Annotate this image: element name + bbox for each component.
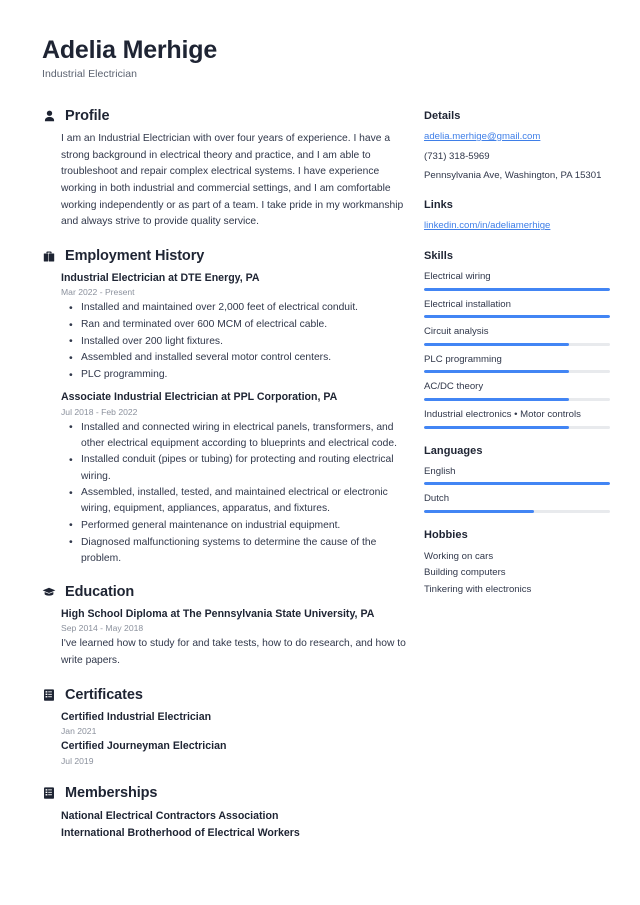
bullet-item: • PLC programming.	[61, 367, 406, 383]
skill-bar-fill	[424, 398, 569, 401]
section-employment-header	[42, 248, 406, 264]
briefcase-icon	[42, 249, 56, 264]
skill-label: Electrical wiring	[424, 271, 491, 283]
skill-bar-track	[424, 288, 610, 291]
address-text: Pennsylvania Ave, Washington, PA 15301	[424, 170, 602, 182]
skill-bar-track	[424, 398, 610, 401]
bullet-item: • Installed and connected wiring in electrical panels, transformers, and other electrical equipment according to blueprints and electrical code.	[61, 420, 406, 452]
hobby-item: Working on cars	[424, 550, 494, 562]
hobby-item: Tinkering with electronics	[424, 583, 532, 595]
language-label: Dutch	[424, 493, 450, 505]
section-education-title: Education	[65, 583, 135, 600]
section-memberships-title: Memberships	[65, 784, 158, 801]
certificate-entry	[61, 739, 406, 765]
membership-icon	[42, 785, 56, 800]
phone-text: (731) 318-5969	[424, 150, 490, 162]
skill-label: Circuit analysis	[424, 326, 489, 338]
skill-bar-fill	[424, 370, 569, 373]
bullet-item: • Assembled and installed several motor control centers.	[61, 350, 406, 366]
education-entry-description: I've learned how to study for and take tests, how to do research, and how to write papers.	[61, 638, 406, 666]
section-certificates-body	[42, 710, 406, 766]
language-bar-fill	[424, 510, 534, 513]
bullet-item: • Installed over 200 light fixtures.	[61, 334, 406, 350]
section-profile-title: Profile	[65, 108, 110, 124]
section-certificates	[42, 687, 406, 766]
section-profile	[42, 108, 406, 231]
hobby-item: Building computers	[424, 567, 506, 579]
section-employment-body	[42, 271, 406, 567]
language-item	[424, 492, 610, 513]
section-education-header	[42, 584, 406, 600]
sidebar-details	[424, 110, 610, 183]
linkedin-link[interactable]: linkedin.com/in/adeliamerhige	[424, 220, 551, 232]
bullet-item: • Assembled, installed, tested, and maintained electrical or electronic wiring, equipment, appliances, apparatus, and fixtures.	[61, 485, 406, 517]
skill-label: PLC programming	[424, 353, 502, 365]
section-certificates-header	[42, 687, 406, 703]
bullet-item: • Installed conduit (pipes or tubing) for protecting and routing electrical wiring.	[61, 452, 406, 484]
membership-entry: National Electrical Contractors Association	[61, 809, 279, 822]
person-icon	[42, 109, 56, 124]
section-certificates-title: Certificates	[65, 686, 143, 703]
skill-item	[424, 325, 610, 346]
certificate-entry	[61, 710, 406, 736]
certificate-entry-date: Jul 2019	[61, 755, 94, 766]
education-entry	[61, 607, 406, 669]
employment-entry-date: Mar 2022 - Present	[61, 287, 135, 298]
sidebar-languages-title: Languages	[424, 444, 483, 457]
skill-bar-track	[424, 315, 610, 318]
section-profile-body	[42, 131, 406, 231]
certificate-entry-title: Certified Journeyman Electrician	[61, 740, 227, 753]
skill-label: Industrial electronics • Motor controls	[424, 409, 581, 421]
candidate-name: Adelia Merhige	[42, 36, 218, 64]
sidebar-hobbies	[424, 529, 610, 599]
sidebar-hobbies-title: Hobbies	[424, 528, 468, 541]
employment-entry-title: Associate Industrial Electrician at PPL Corporation, PA	[61, 391, 338, 404]
bullet-item: • Ran and terminated over 600 MCM of electrical cable.	[61, 317, 406, 333]
employment-entry-bullets	[61, 300, 406, 383]
language-bar-track	[424, 510, 610, 513]
graduation-cap-icon	[42, 584, 56, 599]
skill-bar-fill	[424, 426, 569, 429]
skill-bar-track	[424, 343, 610, 346]
skill-bar-track	[424, 370, 610, 373]
section-education	[42, 584, 406, 669]
education-entry-date: Sep 2014 - May 2018	[61, 623, 144, 634]
employment-entry-bullets	[61, 420, 406, 567]
section-employment-title: Employment History	[65, 248, 205, 265]
sidebar-column	[424, 108, 610, 905]
section-memberships-header	[42, 785, 406, 801]
profile-text: I am an Industrial Electrician with over four years of experience. I have a strong background in electrical theory and practice, and I am able to troubleshoot and repair complex electrical systems. I have experience working in both industrial and commercial settings, and I am comfortable working independently or as part of a team. I take pride in my workmanship and always strive to provide quality service.	[61, 133, 404, 228]
employment-entry-title: Industrial Electrician at DTE Energy, PA	[61, 272, 260, 285]
skill-bar-fill	[424, 343, 569, 346]
skill-item	[424, 270, 610, 291]
resume-columns	[42, 108, 610, 905]
skill-bar-fill	[424, 288, 610, 291]
skill-item	[424, 353, 610, 374]
candidate-job-title: Industrial Electrician	[42, 67, 138, 80]
employment-entry-date: Jul 2018 - Feb 2022	[61, 406, 138, 417]
employment-entry	[61, 271, 406, 383]
sidebar-links	[424, 199, 610, 234]
education-entry-title: High School Diploma at The Pennsylvania State University, PA	[61, 607, 375, 620]
section-memberships-body	[42, 808, 406, 842]
section-education-body	[42, 607, 406, 669]
language-label: English	[424, 465, 456, 477]
skill-bar-track	[424, 426, 610, 429]
sidebar-links-title: Links	[424, 199, 453, 212]
sidebar-details-title: Details	[424, 110, 461, 122]
section-employment	[42, 248, 406, 567]
certificate-entry-title: Certified Industrial Electrician	[61, 710, 212, 723]
bullet-item: • Installed and maintained over 2,000 feet of electrical conduit.	[61, 300, 406, 316]
employment-entry	[61, 390, 406, 567]
resume-header	[42, 36, 217, 80]
language-item	[424, 465, 610, 486]
sidebar-languages	[424, 445, 610, 513]
section-profile-header	[42, 108, 406, 124]
email-link[interactable]: adelia.merhige@gmail.com	[424, 131, 541, 142]
language-bar-fill	[424, 482, 610, 485]
bullet-item: • Diagnosed malfunctioning systems to determine the cause of the problem.	[61, 535, 406, 567]
section-memberships	[42, 785, 406, 842]
bullet-item: • Performed general maintenance on industrial equipment.	[61, 518, 406, 534]
membership-entry: International Brotherhood of Electrical Workers	[61, 826, 300, 839]
sidebar-skills-title: Skills	[424, 250, 454, 263]
language-bar-track	[424, 482, 610, 485]
sidebar-skills	[424, 250, 610, 429]
certificate-entry-date: Jan 2021	[61, 726, 97, 737]
skill-item	[424, 408, 610, 429]
skill-bar-fill	[424, 315, 610, 318]
skill-item	[424, 298, 610, 319]
skill-item	[424, 380, 610, 401]
certificate-icon	[42, 687, 56, 702]
skill-label: Electrical installation	[424, 298, 511, 310]
skill-label: AC/DC theory	[424, 381, 484, 393]
main-column	[42, 108, 424, 905]
